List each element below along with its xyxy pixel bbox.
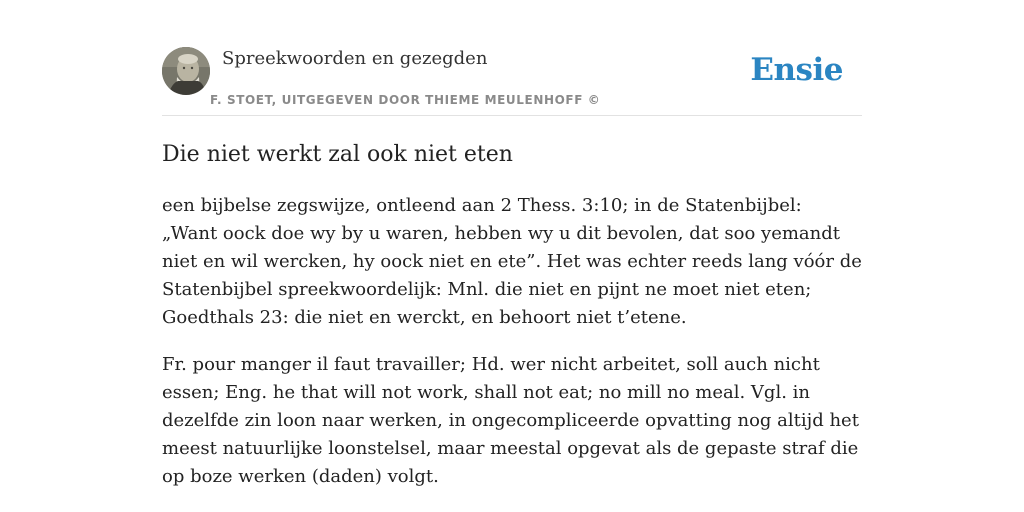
- header-divider: [162, 115, 862, 116]
- source-credit: F. STOET, UITGEGEVEN DOOR THIEME MEULENHOFF ©: [210, 93, 601, 107]
- entry-card: [162, 0, 862, 512]
- entry-header: [162, 44, 862, 116]
- entry-paragraph: Fr. pour manger il faut travailler; Hd. wer nicht arbeitet, soll auch nicht essen; Eng. he that will not work, shall not eat; no mill no meal. Vgl. in dezelfde zin loon naar werken, in ongecompliceerde opvatting nog altijd het meest natuurlijke loonstelsel, maar meestal opgevat als de gepaste straf die op boze werken (daden) volgt.: [162, 354, 859, 487]
- ensie-logo-link[interactable]: Ensie: [750, 52, 843, 88]
- entry-paragraph: een bijbelse zegswijze, ontleend aan 2 Thess. 3:10; in de Statenbijbel: „Want oock doe wy by u waren, hebben wy u dit bevolen, dat soo yemandt niet en wil wercken, hy oock niet en ete”. Het was echter reeds lang vóór de Statenbijbel spreekwoordelijk: Mnl. die niet en pijnt ne moet niet eten; Goedthals 23: die niet en werckt, en behoort niet t’etene.: [162, 195, 862, 328]
- source-title[interactable]: Spreekwoorden en gezegden: [222, 48, 488, 69]
- author-avatar: [162, 47, 210, 95]
- entry-body: [162, 192, 862, 510]
- entry-title: Die niet werkt zal ook niet eten: [162, 142, 513, 167]
